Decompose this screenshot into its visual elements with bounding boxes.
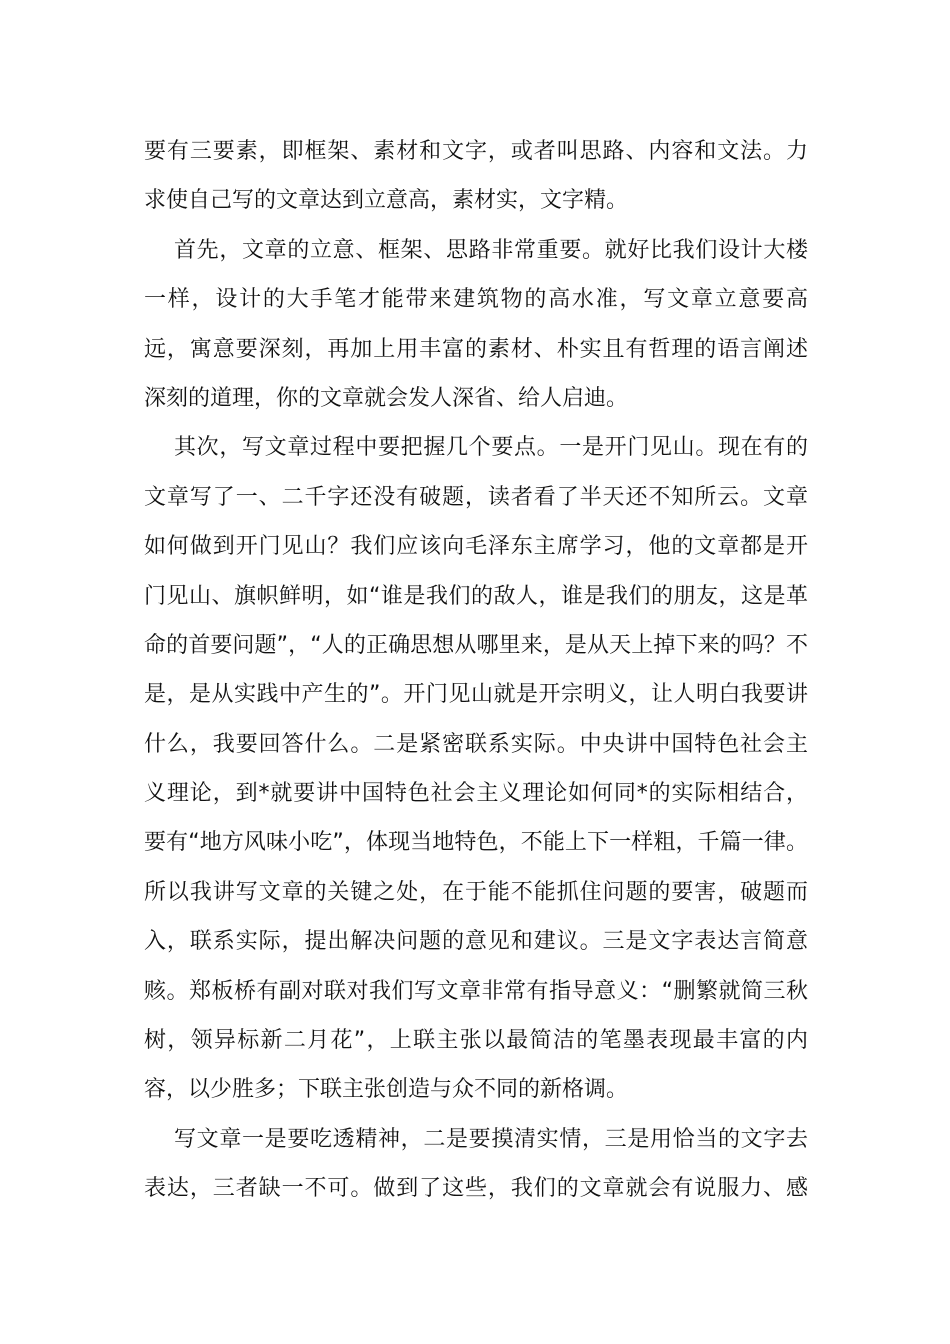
- text-line: 一样，设计的大手笔才能带来建筑物的高水准，写文章立意要高: [144, 287, 808, 313]
- text-line: 求使自己写的文章达到立意高，素材实，文字精。: [144, 188, 629, 214]
- paragraph-4: [144, 1115, 808, 1214]
- text-line: 赅。郑板桥有副对联对我们写文章非常有指导意义：“删繁就简三秋: [144, 978, 808, 1004]
- text-line: 如何做到开门见山？我们应该向毛泽东主席学习，他的文章都是开: [144, 534, 808, 560]
- text-line: 深刻的道理，你的文章就会发人深省、给人启迪。: [144, 385, 629, 411]
- text-line: 是，是从实践中产生的”。开门见山就是开宗明义，让人明白我要讲: [144, 682, 808, 708]
- text-line: 写文章一是要吃透精神，二是要摸清实情，三是用恰当的文字去: [174, 1126, 808, 1152]
- text-line: 命的首要问题”，“人的正确思想从哪里来，是从天上掉下来的吗？不: [144, 632, 808, 658]
- paragraph-2: [144, 226, 808, 424]
- text-line: 义理论，到*就要讲中国特色社会主义理论如何同*的实际相结合，: [144, 781, 808, 807]
- text-line: 树，领异标新二月花”，上联主张以最简洁的笔墨表现最丰富的内: [144, 1028, 808, 1054]
- text-line: 要有“地方风味小吃”，体现当地特色，不能上下一样粗，千篇一律。: [144, 830, 808, 856]
- text-line: 其次，写文章过程中要把握几个要点。一是开门见山。现在有的: [174, 435, 808, 461]
- text-line: 文章写了一、二千字还没有破题，读者看了半天还不知所云。文章: [144, 484, 808, 510]
- text-line: 所以我讲写文章的关键之处，在于能不能抓住问题的要害，破题而: [144, 879, 808, 905]
- text-line: 什么，我要回答什么。二是紧密联系实际。中央讲中国特色社会主: [144, 731, 808, 757]
- text-line: 门见山、旗帜鲜明，如“谁是我们的敌人，谁是我们的朋友，这是革: [144, 583, 808, 609]
- text-line: 入，联系实际，提出解决问题的意见和建议。三是文字表达言简意: [144, 929, 808, 955]
- paragraph-1: [144, 127, 808, 226]
- text-line: 首先，文章的立意、框架、思路非常重要。就好比我们设计大楼: [174, 237, 808, 263]
- text-line: 要有三要素，即框架、素材和文字，或者叫思路、内容和文法。力: [144, 139, 808, 164]
- paragraph-3: [144, 423, 808, 1114]
- text-line: 容，以少胜多；下联主张创造与众不同的新格调。: [144, 1077, 629, 1103]
- text-line: 远，寓意要深刻，再加上用丰富的素材、朴实且有哲理的语言阐述: [144, 336, 808, 362]
- body-text: [144, 127, 808, 1214]
- text-line: 表达，三者缺一不可。做到了这些，我们的文章就会有说服力、感: [144, 1176, 808, 1202]
